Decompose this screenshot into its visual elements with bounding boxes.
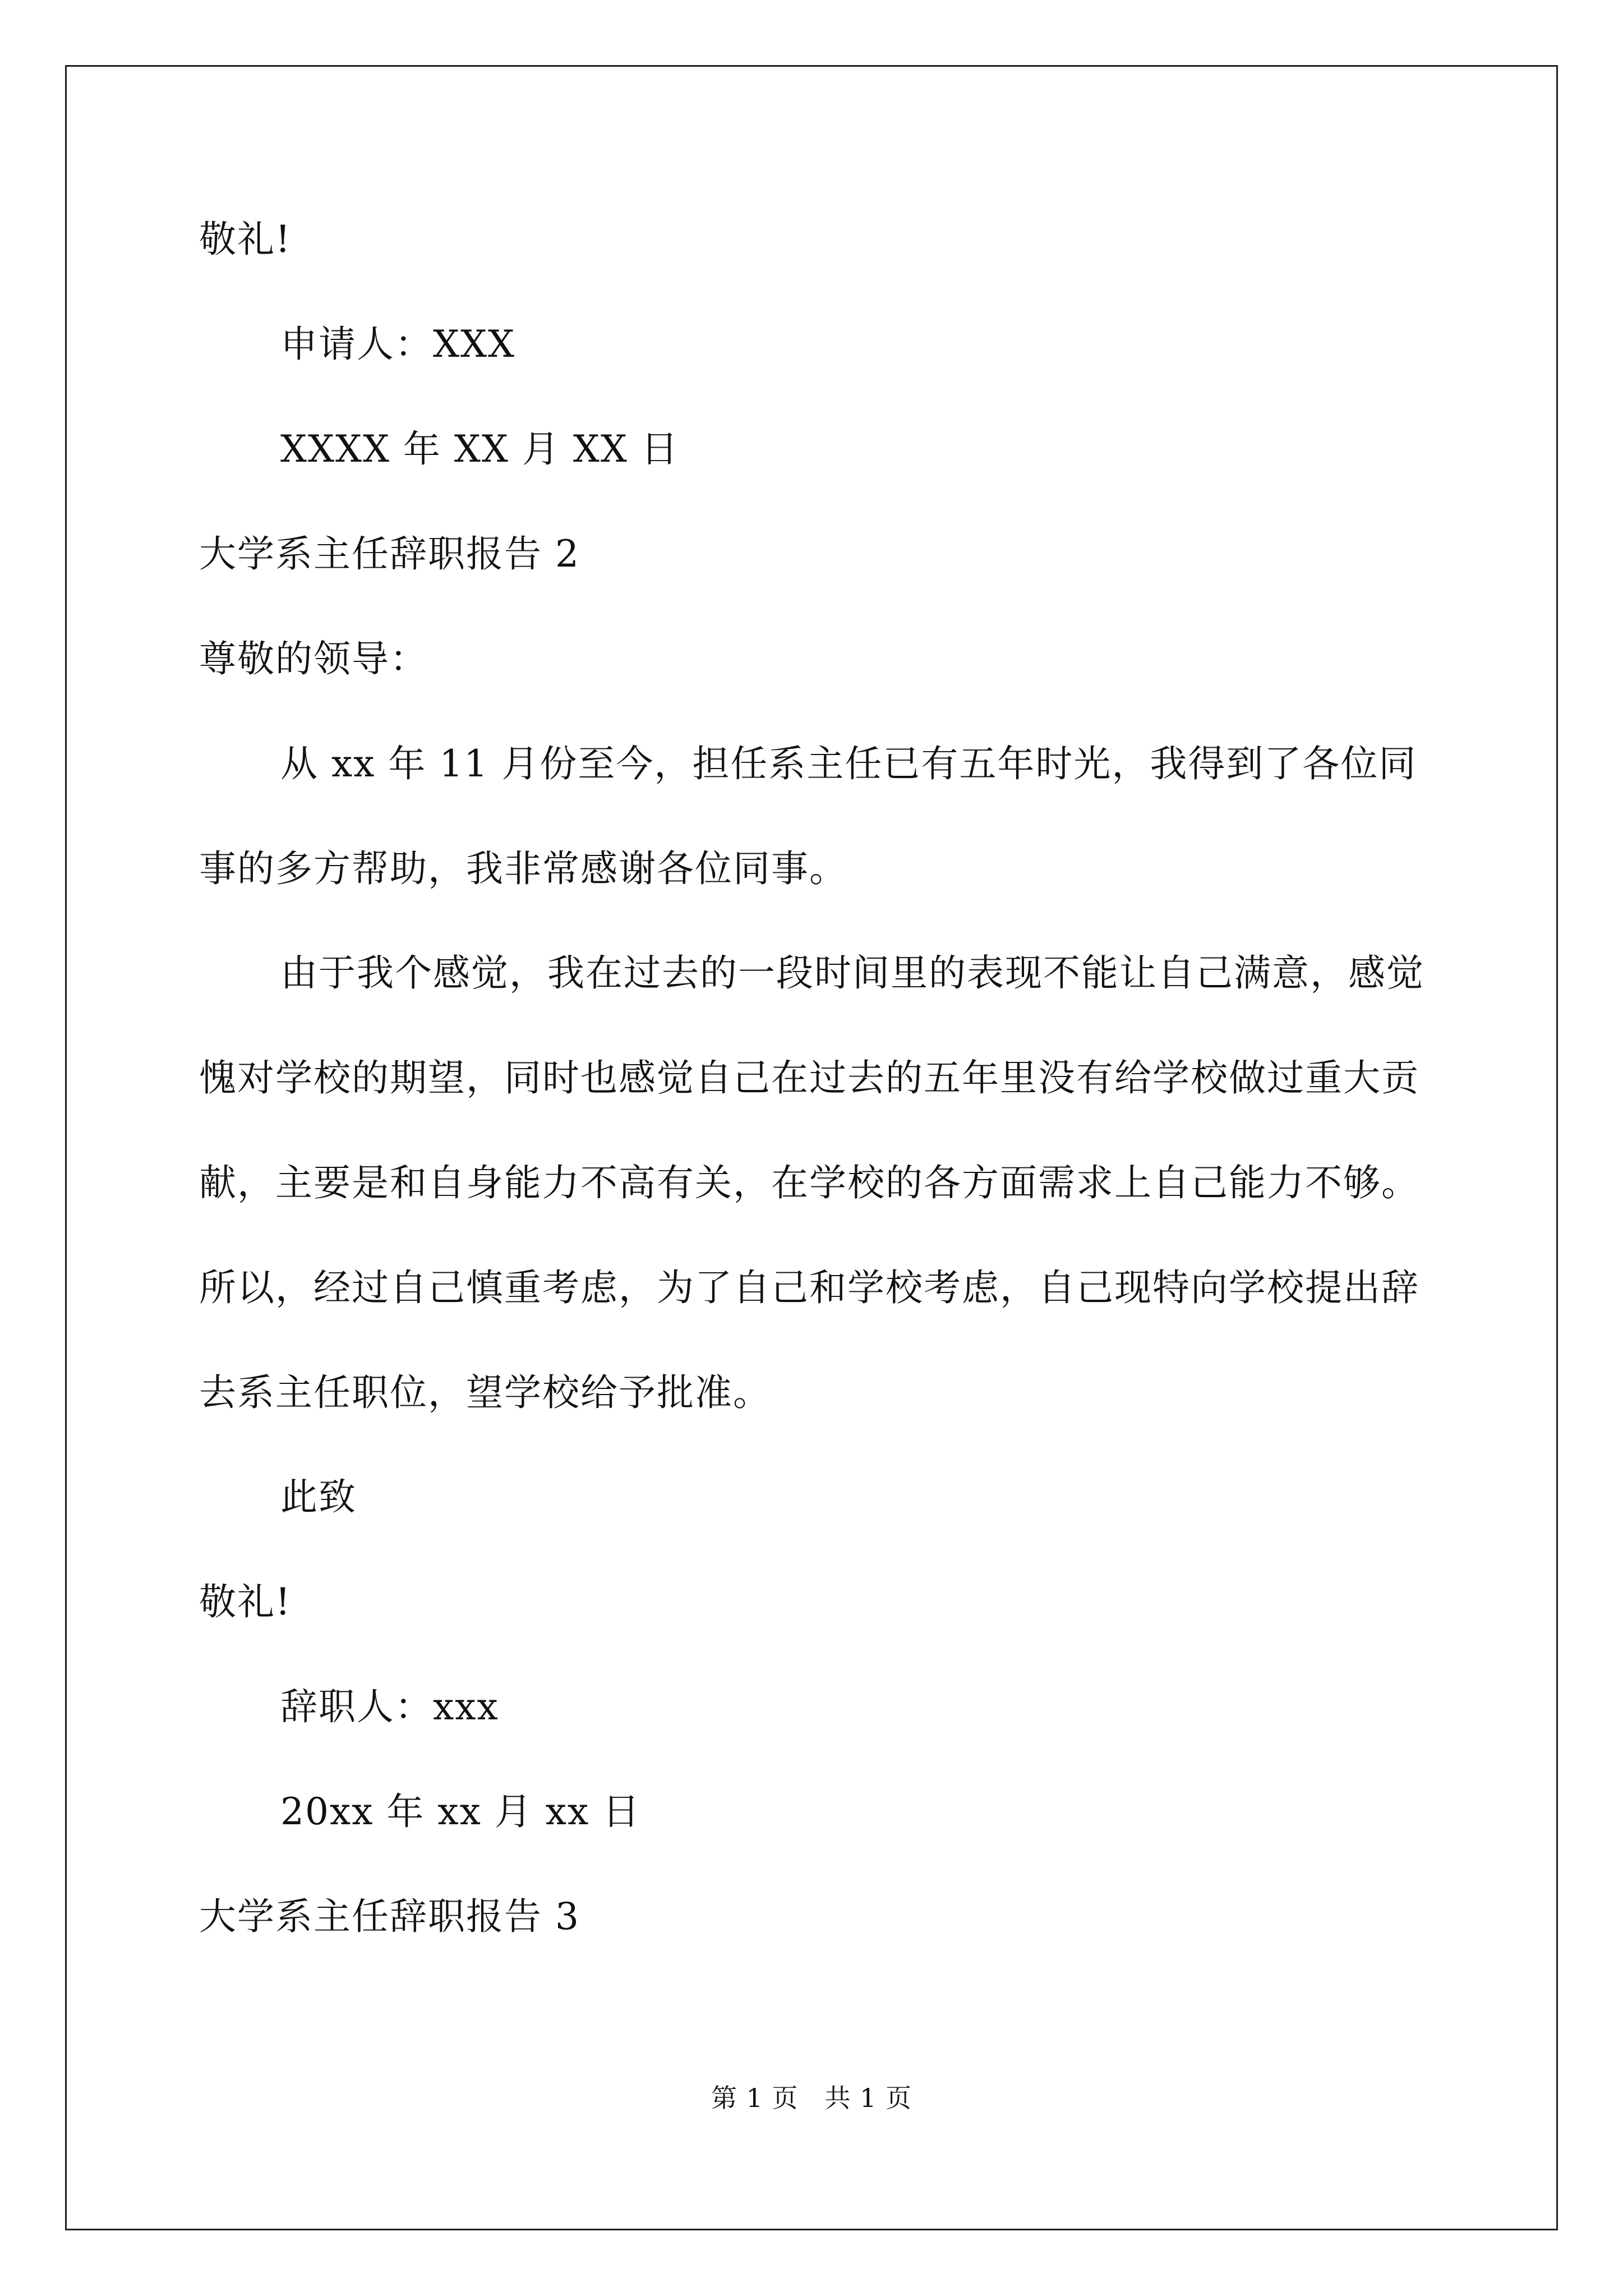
salutation-text: 敬礼! (199, 218, 292, 261)
section-heading-2: 大学系主任辞职报告 2 (199, 532, 580, 576)
body-paragraph-2: 由于我个感觉，我在过去的一段时间里的表现不能让自己满意，感觉愧对学校的期望，同时也感觉自己在过去的五年里没有给学校做过重大贡献，主要是和自身能力不高有关，在学校的各方面需求上自己能力不够。所以，经过自己慎重考虑，为了自己和学校考虑，自己现特向学校提出辞去系主任职位，望学校给予批准。 (199, 951, 1424, 1414)
greeting-line: 尊敬的领导： (199, 637, 428, 680)
resigner-line: 辞职人：xxx (280, 1685, 499, 1728)
applicant-line: 申请人：XXX (280, 323, 515, 366)
closing-line: 此致 (280, 1475, 357, 1519)
page-number-footer: 第 1 页 共 1 页 (711, 2083, 912, 2113)
date-line: 20xx 年 xx 月 xx 日 (280, 1790, 641, 1833)
salutation-text: 敬礼! (199, 1580, 292, 1623)
document-body (199, 213, 1433, 1995)
date-line: XXXX 年 XX 月 XX 日 (280, 427, 679, 471)
section-heading-3: 大学系主任辞职报告 3 (199, 1895, 580, 1938)
body-paragraph-1: 从 xx 年 11 月份至今，担任系主任已有五年时光，我得到了各位同事的多方帮助，我非常感谢各位同事。 (199, 742, 1417, 890)
